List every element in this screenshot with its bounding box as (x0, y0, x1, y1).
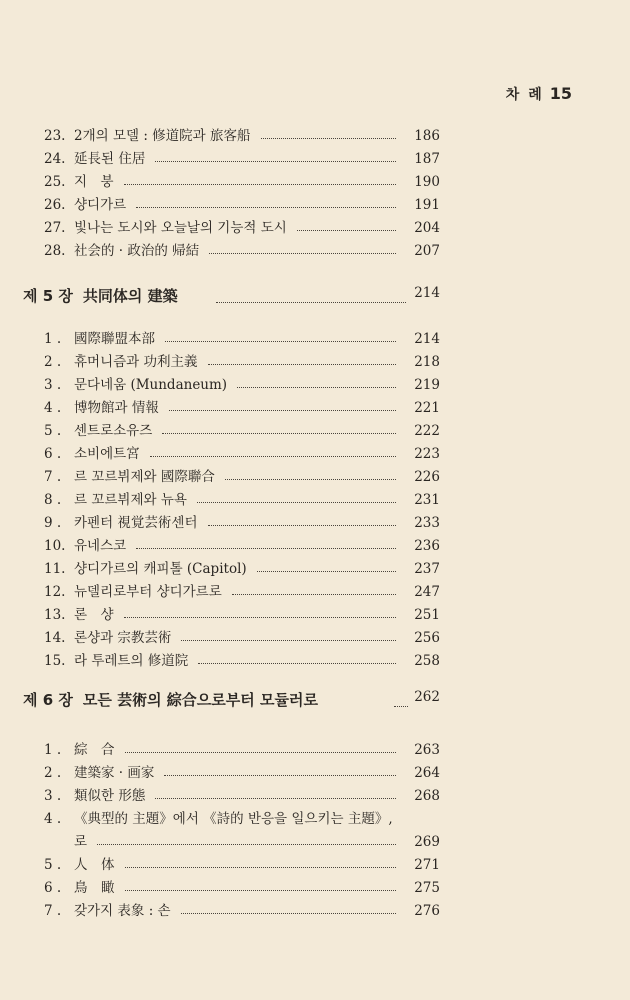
toc-entry (0, 213, 630, 236)
toc-entry (0, 485, 630, 508)
entry-number: 5 . (44, 857, 62, 873)
dot-leader (155, 161, 396, 162)
dot-leader (162, 433, 396, 434)
entry-number: 11. (44, 561, 66, 577)
entry-number: 10. (44, 538, 66, 554)
toc-entry (0, 781, 630, 804)
chapter-heading (0, 285, 630, 311)
dot-leader (237, 387, 396, 388)
entry-title: 문다네움 (Mundaneum) (74, 377, 228, 393)
entry-page: 214 (414, 331, 440, 347)
entry-title: 社会的 · 政治的 帰結 (74, 243, 200, 259)
entry-title: 博物館과 情報 (74, 400, 159, 416)
toc-entry (0, 462, 630, 485)
dot-leader (125, 890, 396, 891)
chapter-label: 제 6 장 (23, 691, 73, 709)
entry-page: 269 (414, 834, 440, 850)
entry-page: 190 (414, 174, 440, 190)
entry-number: 1 . (44, 331, 62, 347)
toc-entry (0, 167, 630, 190)
dot-leader (164, 775, 396, 776)
entry-page: 221 (414, 400, 440, 416)
entry-page: 268 (414, 788, 440, 804)
entry-page: 258 (414, 653, 440, 669)
toc-entry (0, 236, 630, 259)
entry-page: 218 (414, 354, 440, 370)
dot-leader (125, 867, 396, 868)
toc-entry (0, 600, 630, 623)
toc-entry (0, 393, 630, 416)
toc-entry (0, 439, 630, 462)
page-header (506, 84, 572, 104)
toc-entry (0, 827, 630, 850)
toc-entry (0, 896, 630, 919)
entry-page: 271 (414, 857, 440, 873)
toc-entry (0, 144, 630, 167)
entry-title: 르 꼬르뷔제와 뉴욕 (74, 492, 187, 508)
entry-title: 카펜터 視覚芸術센터 (74, 515, 198, 531)
entry-page: 231 (414, 492, 440, 508)
dot-leader (257, 571, 396, 572)
entry-title: 라 투레트의 修道院 (74, 653, 189, 669)
entry-title: 샹디가르의 캐피톨 (Capitol) (74, 561, 247, 577)
entry-title: 소비에트宮 (74, 446, 140, 462)
entry-page: 191 (414, 197, 440, 213)
entry-title: 人 体 (74, 857, 115, 873)
entry-title: 갖가지 表象 : 손 (74, 903, 171, 919)
dot-leader (225, 479, 396, 480)
entry-title: 빛나는 도시와 오늘날의 기능적 도시 (74, 220, 287, 236)
entry-number: 4 . (44, 811, 62, 827)
entry-number: 4 . (44, 400, 62, 416)
dot-leader (124, 617, 396, 618)
entry-number: 3 . (44, 788, 62, 804)
entry-number: 28. (44, 243, 66, 259)
dot-leader (208, 525, 396, 526)
dot-leader (124, 184, 396, 185)
dot-leader (150, 456, 396, 457)
entry-title: 휴머니즘과 功利主義 (74, 354, 198, 370)
entry-page: 187 (414, 151, 440, 167)
entry-number: 12. (44, 584, 66, 600)
entry-page: 204 (414, 220, 440, 236)
entry-title: 론샹과 宗教芸術 (74, 630, 172, 646)
toc-entry (0, 873, 630, 896)
dot-leader (216, 302, 406, 303)
entry-title: 샹디가르 (74, 197, 127, 213)
entry-title: 르 꼬르뷔제와 國際聯合 (74, 469, 215, 485)
entry-page: 186 (414, 128, 440, 144)
entry-title: 鳥 瞰 (74, 880, 115, 896)
entry-number: 3 . (44, 377, 62, 393)
toc-list (0, 121, 630, 259)
toc-list (0, 324, 630, 669)
toc-list (0, 735, 630, 919)
dot-leader (97, 844, 396, 845)
toc-entry (0, 324, 630, 347)
entry-page: 247 (414, 584, 440, 600)
toc-entry (0, 416, 630, 439)
entry-number: 5 . (44, 423, 62, 439)
toc-entry (0, 804, 630, 827)
entry-title: 지 붕 (74, 174, 114, 190)
entry-number: 13. (44, 607, 66, 623)
entry-number: 7 . (44, 469, 62, 485)
entry-number: 8 . (44, 492, 62, 508)
entry-number: 26. (44, 197, 66, 213)
dot-leader (136, 207, 396, 208)
toc-entry (0, 531, 630, 554)
chapter-text (23, 689, 318, 710)
entry-page: 237 (414, 561, 440, 577)
entry-number: 2 . (44, 354, 62, 370)
toc-entry (0, 347, 630, 370)
toc-entry (0, 121, 630, 144)
entry-title: 2개의 모델 : 修道院과 旅客船 (74, 128, 251, 144)
dot-leader (198, 663, 396, 664)
dot-leader (232, 594, 396, 595)
toc-entry (0, 850, 630, 873)
entry-title: 國際聯盟本部 (74, 331, 155, 347)
toc-entry (0, 508, 630, 531)
entry-title: 綜 合 (74, 742, 115, 758)
dot-leader (181, 640, 396, 641)
entry-title: 類似한 形態 (74, 788, 146, 804)
entry-page: 223 (414, 446, 440, 462)
section-title: 차 례 (505, 87, 544, 103)
entry-page: 219 (414, 377, 440, 393)
chapter-page: 262 (414, 689, 440, 705)
dot-leader (209, 253, 396, 254)
entry-title: 로 (74, 834, 88, 850)
entry-page: 233 (414, 515, 440, 531)
entry-title: 《典型的 主題》에서 《詩的 반응을 일으키는 主題》, (74, 811, 393, 827)
dot-leader (136, 548, 396, 549)
toc-entry (0, 370, 630, 393)
entry-title: 建築家 · 画家 (74, 765, 155, 781)
toc-entry (0, 554, 630, 577)
chapter-title: 모든 芸術의 綜合으로부터 모듈러로 (82, 691, 318, 709)
toc-entry (0, 646, 630, 669)
entry-page: 226 (414, 469, 440, 485)
entry-number: 7 . (44, 903, 62, 919)
entry-page: 207 (414, 243, 440, 259)
chapter-label: 제 5 장 (23, 287, 73, 305)
chapter-text (23, 285, 178, 306)
entry-number: 15. (44, 653, 66, 669)
dot-leader (125, 752, 396, 753)
entry-page: 256 (414, 630, 440, 646)
entry-page: 236 (414, 538, 440, 554)
toc-entry (0, 190, 630, 213)
entry-number: 24. (44, 151, 66, 167)
entry-page: 263 (414, 742, 440, 758)
toc-entry (0, 623, 630, 646)
entry-title: 유네스코 (74, 538, 127, 554)
entry-page: 275 (414, 880, 440, 896)
entry-page: 251 (414, 607, 440, 623)
toc-entry (0, 577, 630, 600)
entry-page: 276 (414, 903, 440, 919)
entry-number: 27. (44, 220, 66, 236)
dot-leader (297, 230, 396, 231)
dot-leader (208, 364, 396, 365)
entry-page: 264 (414, 765, 440, 781)
entry-title: 론 샹 (74, 607, 114, 623)
dot-leader (155, 798, 396, 799)
dot-leader (169, 410, 396, 411)
entry-number: 23. (44, 128, 66, 144)
chapter-page: 214 (414, 285, 440, 301)
chapter-heading (0, 689, 630, 715)
entry-number: 14. (44, 630, 66, 646)
entry-number: 1 . (44, 742, 62, 758)
dot-leader (261, 138, 396, 139)
entry-number: 25. (44, 174, 66, 190)
toc-entry (0, 735, 630, 758)
entry-number: 9 . (44, 515, 62, 531)
entry-title: 뉴델리로부터 샹디가르로 (74, 584, 222, 600)
dot-leader (165, 341, 396, 342)
page-number: 15 (549, 84, 572, 103)
dot-leader (181, 913, 396, 914)
entry-title: 센트로소유즈 (74, 423, 153, 439)
chapter-title: 共同体의 建築 (82, 287, 178, 305)
entry-number: 6 . (44, 446, 62, 462)
entry-number: 2 . (44, 765, 62, 781)
dot-leader (197, 502, 396, 503)
entry-title: 延長된 住居 (74, 151, 146, 167)
toc-entry (0, 758, 630, 781)
entry-number: 6 . (44, 880, 62, 896)
entry-page: 222 (414, 423, 440, 439)
dot-leader (394, 706, 408, 707)
